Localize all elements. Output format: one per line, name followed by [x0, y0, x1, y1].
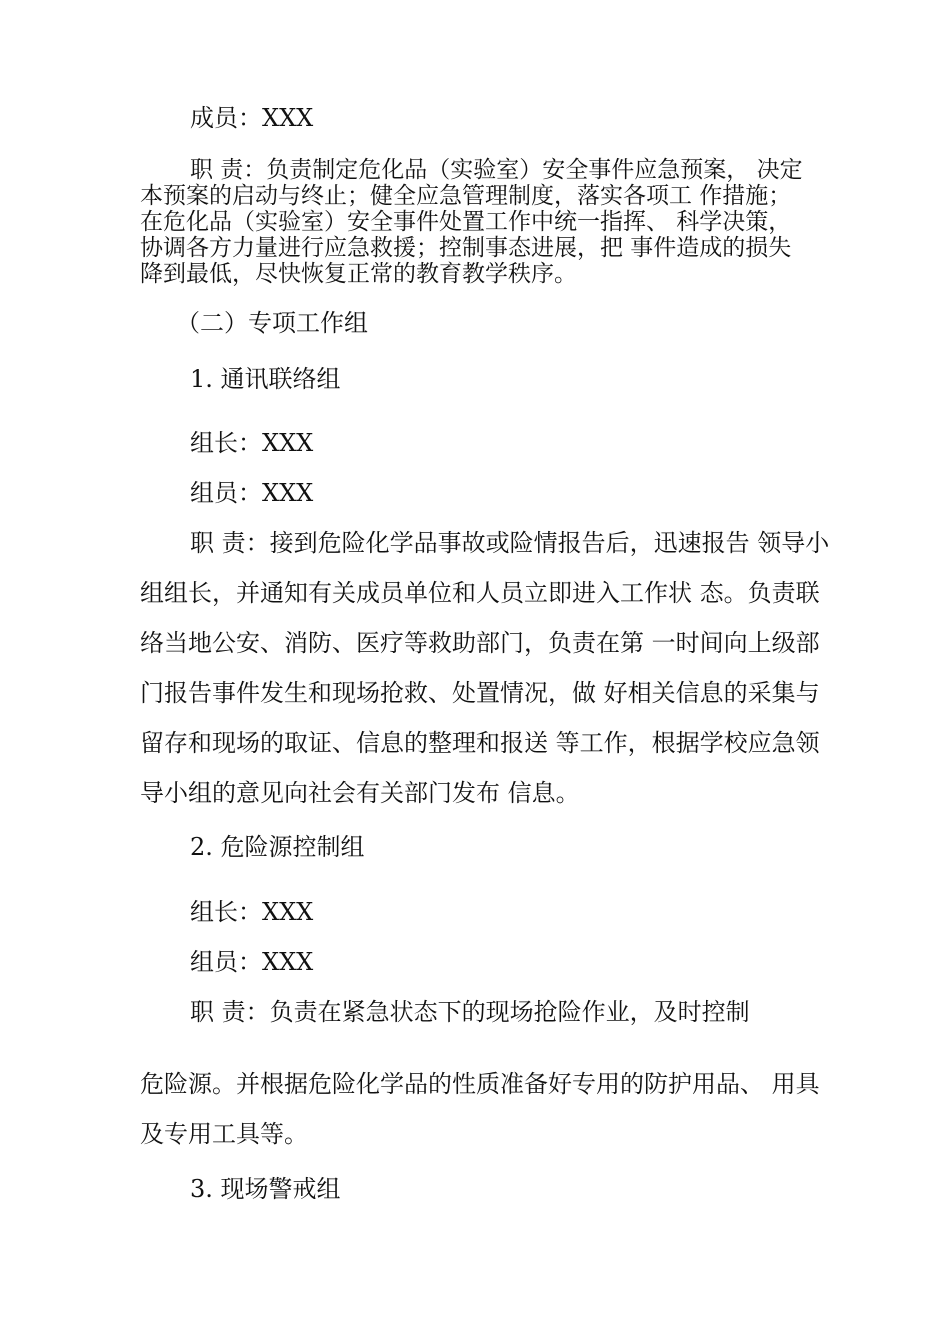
lead-duty-line-1: 职 责：负责制定危化品（实验室）安全事件应急预案， 决定 [190, 157, 803, 183]
group2-leader: 组长：XXX [190, 898, 314, 926]
lead-duty-line-4: 协调各方力量进行应急救援；控制事态进展，把 事件造成的损失 [140, 235, 792, 261]
group2-duty-line-3: 及专用工具等。 [140, 1120, 308, 1148]
group2-duty-line-2: 危险源。并根据危险化学品的性质准备好专用的防护用品、 用具 [140, 1070, 820, 1098]
group1-duty-line-2: 组组长，并通知有关成员单位和人员立即进入工作状 态。负责联 [140, 579, 820, 607]
group1-duty-line-1: 职 责：接到危险化学品事故或险情报告后，迅速报告 领导小 [190, 529, 830, 557]
group2-member: 组员：XXX [190, 948, 314, 976]
group1-duty-line-4: 门报告事件发生和现场抢救、处置情况，做 好相关信息的采集与 [140, 679, 820, 707]
group1-duty-line-5: 留存和现场的取证、信息的整理和报送 等工作，根据学校应急领 [140, 729, 820, 757]
group3-title: 3. 现场警戒组 [190, 1175, 341, 1203]
group1-duty-line-6: 导小组的意见向社会有关部门发布 信息。 [140, 779, 580, 807]
group2-title: 2. 危险源控制组 [190, 833, 365, 861]
group1-member: 组员：XXX [190, 479, 314, 507]
lead-duty-line-3: 在危化品（实验室）安全事件处置工作中统一指挥、 科学决策， [140, 209, 792, 235]
lead-duty-line-5: 降到最低，尽快恢复正常的教育教学秩序。 [140, 261, 577, 287]
section-heading: （二）专项工作组 [176, 309, 368, 337]
group1-leader: 组长：XXX [190, 429, 314, 457]
group2-duty-line-1: 职 责：负责在紧急状态下的现场抢险作业，及时控制 [190, 998, 750, 1026]
lead-duty-line-2: 本预案的启动与终止；健全应急管理制度，落实各项工 作措施； [140, 183, 792, 209]
leader-group-member: 成员：XXX [190, 104, 314, 132]
group1-title: 1. 通讯联络组 [190, 365, 341, 393]
group1-duty-line-3: 络当地公安、消防、医疗等救助部门，负责在第 一时间向上级部 [140, 629, 820, 657]
